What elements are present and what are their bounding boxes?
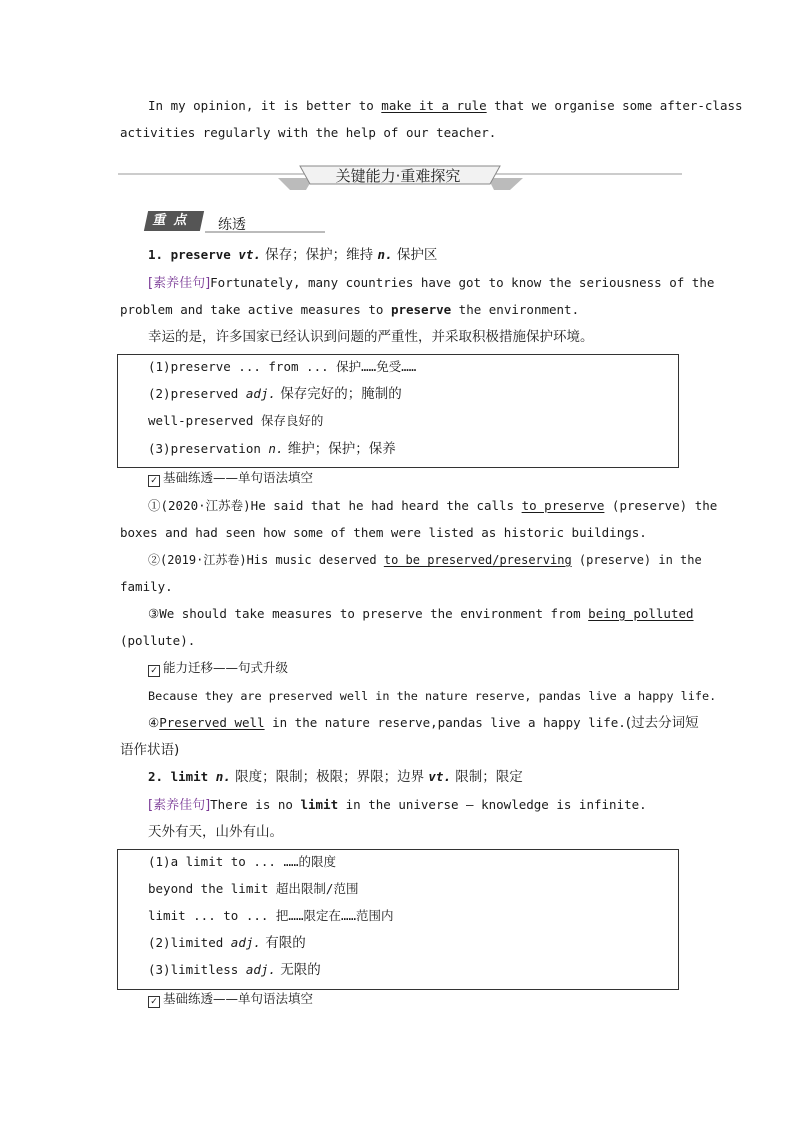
usage-line [148,962,321,978]
pos-tag: n. [268,441,284,456]
usage-line: beyond the limit 超出限制/范围 [148,881,359,896]
q1-line-1 [148,498,717,514]
item1-example-line-1 [148,275,714,292]
question-text: (preserve) in the [571,553,702,567]
subheading-label: 基础练透 [163,991,214,1006]
example-text: the environment. [451,302,580,317]
usage-text: (3)limitless [148,962,246,977]
answer: Preserved well [159,715,265,730]
answer: being polluted [588,606,694,621]
section-label: 练透 [218,217,246,233]
usage-line: (1)a limit to ... ……的限度 [148,854,337,869]
question-text: ④ [148,715,160,730]
pos-tag: n. [215,769,231,784]
usage-line [148,935,306,951]
pos-tag: adj. [245,386,276,401]
item1-basic-heading [148,470,313,487]
example-keyword: preserve [390,302,452,317]
question-text: ③We should take measures to preserve the environment from [148,606,589,621]
section-badge: 重点 [144,211,204,231]
usage-cn: 保存完好的；腌制的 [275,386,402,402]
example-text: Fortunately, many countries have got to know the seriousness of the [210,275,715,290]
intro-underlined-phrase: make it a rule [381,98,487,113]
item2-translation: 天外有天，山外有山。 [148,824,283,840]
q4-line-1 [148,715,699,731]
q3-line-2: (pollute). [120,633,196,648]
pos-tag: n. [377,247,393,262]
heading-cn: 保护区 [392,247,438,263]
q2-line-2: family. [120,579,173,594]
subheading-label: 基础练透 [163,470,214,485]
usage-text: (2)limited [148,935,231,950]
item2-heading [148,769,523,785]
q1-line-2: boxes and had seen how some of them were listed as historic buildings. [120,525,647,540]
item1-example-line-2 [120,302,579,318]
pos-tag: vt. [238,247,261,262]
example-text: There is no [210,797,301,812]
usage-cn: 有限的 [260,935,306,951]
usage-line [148,386,402,402]
usage-line [148,441,396,457]
heading-word: 1. preserve [148,247,239,262]
subheading-label: 能力迁移 [163,660,214,675]
intro-text: In my opinion, it is better to [148,98,382,113]
answer: to preserve [521,498,605,513]
pos-tag: adj. [245,962,276,977]
banner-title: 关键能力·重难探究 [335,167,461,185]
section-underline [205,228,325,236]
subheading-sub: ——单句语法填空 [213,470,314,485]
subheading-sub: ——单句语法填空 [213,991,314,1006]
subheading-sub: ——句式升级 [213,660,289,675]
checkbox-icon: ✓ [148,475,160,487]
pos-tag: vt. [428,769,451,784]
question-cn: (过去分词短 [625,715,699,731]
item1-ability-heading [148,660,288,677]
usage-text: (3)preservation [148,441,269,456]
q4-line-2: 语作状语) [120,742,180,758]
question-text: (preserve) the [604,498,718,513]
item1-heading [148,247,437,263]
example-tag: [素养佳句] [148,798,211,813]
item2-basic-heading [148,991,313,1008]
item1-translation: 幸运的是，许多国家已经认识到问题的严重性，并采取积极措施保护环境。 [148,329,594,345]
heading-cn: 限制；限定 [450,769,523,785]
intro-line-1 [148,98,743,114]
example-keyword: limit [300,797,339,812]
q2-line-1 [148,552,702,568]
usage-text: (2)preserved [148,386,246,401]
usage-cn: 无限的 [275,962,321,978]
usage-line: limit ... to ... 把……限定在……范围内 [148,908,394,923]
usage-line: (1)preserve ... from ... 保护……免受…… [148,359,417,374]
usage-line: well-preserved 保存良好的 [148,413,324,428]
checkbox-icon: ✓ [148,996,160,1008]
checkbox-icon: ✓ [148,665,160,677]
question-text: ①(2020·江苏卷)He said that he had heard the calls [148,498,522,513]
heading-cn: 保存；保护；维持 [260,247,378,263]
heading-word: 2. limit [148,769,216,784]
item2-example [148,797,647,814]
example-text: in the universe — knowledge is infinite. [338,797,647,812]
example-text: problem and take active measures to [120,302,391,317]
question-text: ②(2019·江苏卷)His music deserved [148,553,384,567]
q3-line-1 [148,606,694,622]
heading-cn: 限度；限制；极限；界限；边界 [230,769,429,785]
intro-text: that we organise some after-class [486,98,743,113]
s1-line: Because they are preserved well in the nature reserve, pandas live a happy life. [148,689,717,703]
question-text: in the nature reserve,pandas live a happy life. [264,715,626,730]
intro-line-2: activities regularly with the help of our teacher. [120,125,497,140]
answer: to be preserved/preserving [383,553,572,567]
usage-cn: 维护；保护；保养 [283,441,396,457]
example-tag: [素养佳句] [148,276,211,291]
pos-tag: adj. [230,935,261,950]
